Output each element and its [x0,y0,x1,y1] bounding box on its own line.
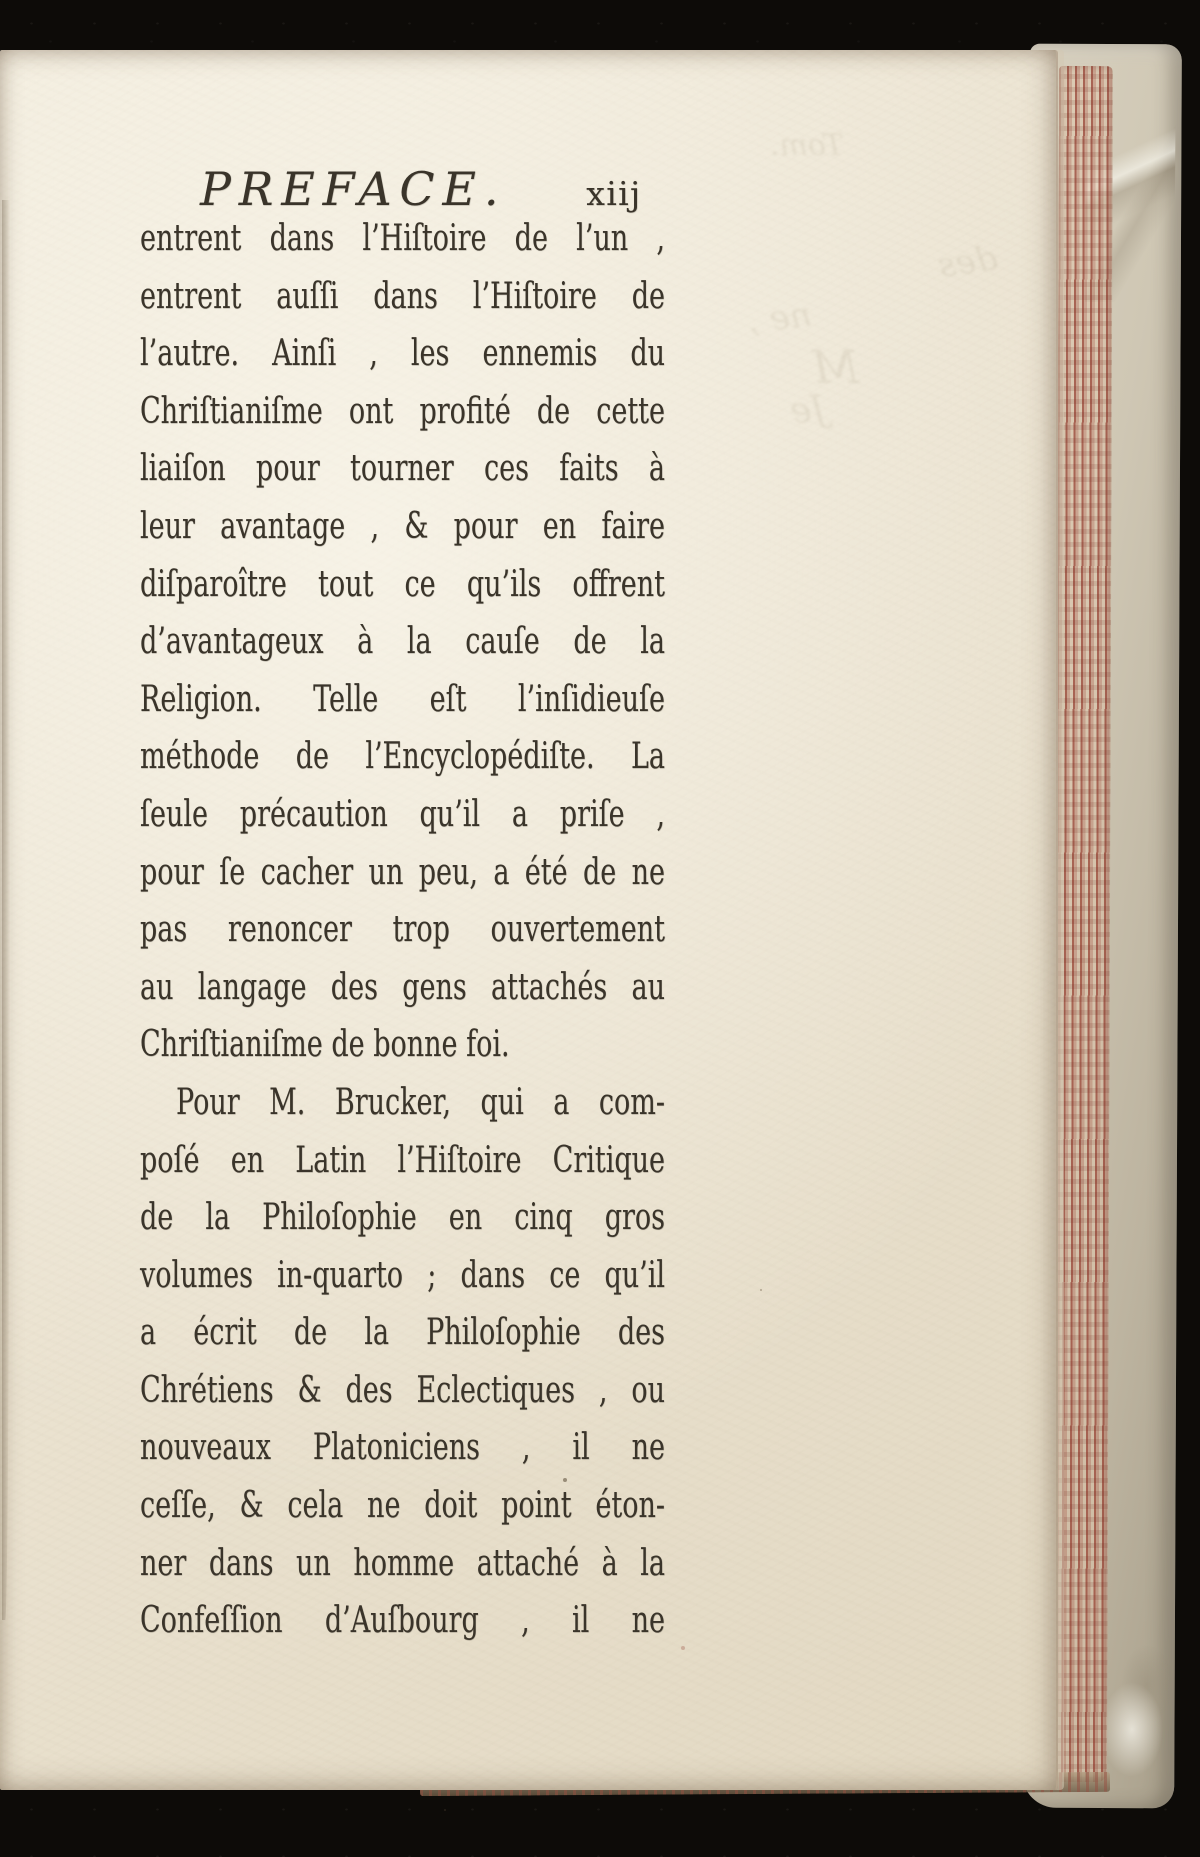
text-line: pas renoncer trop ouvertement [140,909,665,951]
text-line: diſparoître tout ce qu’ils offrent [140,563,665,605]
bleed-through-text: des [935,238,1000,286]
text-line: Confeſſion d’Auſbourg , il ne [140,1600,665,1642]
text-line: méthode de l’Encyclopédiſte. La [140,736,665,778]
cover-corner-wear [1098,1632,1173,1782]
book-page [0,50,1058,1790]
page-number: xiij [586,174,642,213]
text-line: liaiſon pour tourner ces faits à [140,448,665,490]
text-line: ceſſe, & cela ne doit point éton- [140,1485,665,1527]
text-line: a écrit de la Philoſophie des [140,1312,665,1354]
text-line: pour ſe cacher un peu, a été de ne [140,851,665,893]
text-line: entrent auſſi dans l’Hiſtoire de [140,275,665,317]
text-line: l’autre. Ainſi , les ennemis du [140,333,665,375]
text-line: volumes in-quarto ; dans ce qu’il [140,1254,665,1296]
paper-specks [563,1478,567,1482]
text-line: ſeule précaution qu’il a priſe , [140,793,665,835]
text-line: de la Philoſophie en cinq gros [140,1197,665,1239]
bleed-through-text: ne , [746,294,814,342]
text-line: ner dans un homme attaché à la [140,1542,665,1584]
text-line: leur avantage , & pour en faire [140,505,665,547]
text-line: au langage des gens attachés au [140,966,665,1008]
bleed-through-text: M [812,340,860,394]
text-line: entrent dans l’Hiſtoire de l’un , [140,218,665,259]
text-block [140,210,665,1650]
text-line: d’avantageux à la cauſe de la [140,621,665,663]
bleed-through-text: Je [788,388,828,433]
page-header [200,162,642,216]
text-line: Chrétiens & des Eclectiques , ou [140,1369,665,1411]
text-line: Chriſtianiſme de bonne foi. [140,1024,510,1066]
text-line: Religion. Telle eſt l’inſidieuſe [140,678,665,720]
bleed-through-text: Tom. [770,128,844,163]
section-title: PREFACE. [200,162,507,216]
page-block-fore-edge [1053,66,1113,1782]
text-line: Chriſtianiſme ont profité de cette [140,390,665,432]
text-line: nouveaux Platoniciens , il ne [140,1427,665,1469]
text-line: Pour M. Brucker, qui a com- [176,1081,665,1123]
text-line: poſé en Latin l’Hiſtoire Critique [140,1139,665,1181]
